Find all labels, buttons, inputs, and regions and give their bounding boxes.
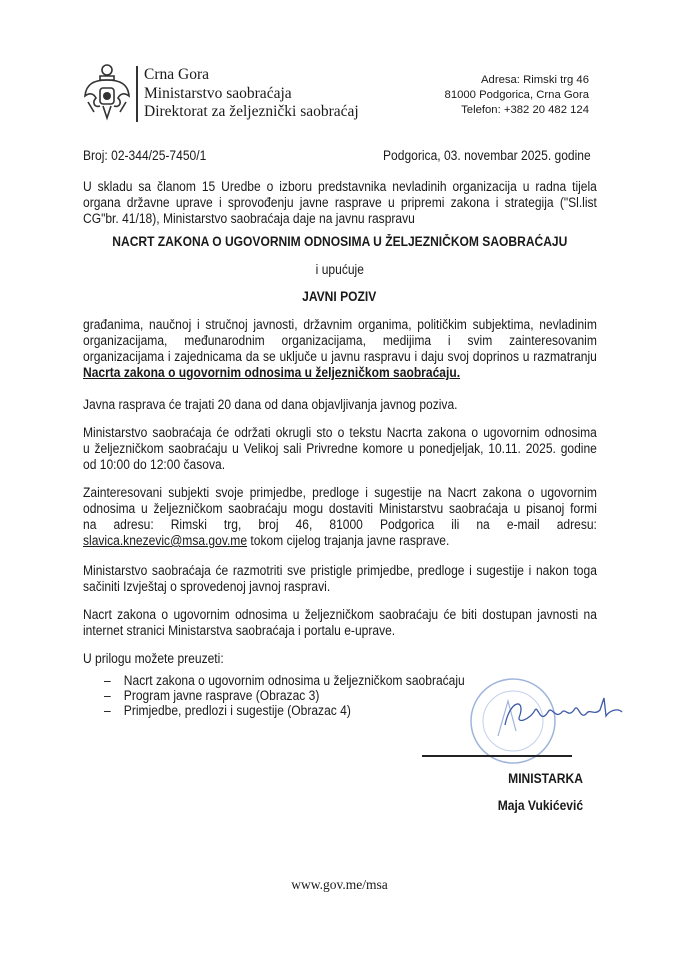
ministry-name: Ministarstvo saobraćaja: [144, 84, 292, 102]
text-line: organa državne uprave i sprovođenju javne rasprave u pripremi zakona i strategija ("Sl.list: [83, 195, 597, 210]
text-line: od 10:00 do 12:00 časova.: [83, 457, 226, 472]
report-paragraph: [83, 563, 654, 595]
attachment-item[interactable]: [104, 688, 319, 703]
text-line: internet stranici Ministarstva saobraćaja i portalu e-uprave.: [83, 623, 396, 638]
call-title-text: JAVNI POZIV: [302, 289, 377, 304]
bullet: –: [104, 673, 111, 688]
text-line: sačiniti Izvještaj o sprovedenoj javnoj raspravi.: [83, 579, 331, 594]
header-contact: [445, 73, 589, 118]
call-title: [0, 289, 679, 304]
header-divider: [136, 66, 138, 122]
call-body-paragraph: [83, 317, 654, 381]
handwritten-signature: [500, 690, 630, 740]
text-line: U skladu sa članom 15 Uredbe o izboru predstavnika nevladinih organizacija u radna tijela: [83, 179, 597, 194]
call-body-emphasis: Nacrta zakona o ugovornim odnosima u željezničkom saobraćaju.: [83, 365, 461, 380]
country-name: Crna Gora: [144, 66, 209, 83]
intro-paragraph: [83, 179, 654, 227]
title-text: NACRT ZAKONA O UGOVORNIM ODNOSIMA U ŽELJEZNIČKOM SAOBRAĆAJU: [111, 234, 568, 249]
document-number: Broj: 02-344/25-7450/1: [83, 148, 207, 163]
signatory-role: [456, 771, 636, 786]
directorate-name: Direktorat za željeznički saobraćaj: [144, 103, 359, 120]
text-line: Zainteresovani subjekti svoje primjedbe, predloge i sugestije na Nacrt zakona o ugovornim: [83, 485, 597, 500]
text-line: u željezničkom saobraćaju u Velikoj sali Privredne komore u ponedjeljak, 10.11. 2025. godine: [83, 441, 597, 456]
signature-underline: [422, 755, 572, 757]
text-line: odnosima u željezničkom saobraćaju mogu dostaviti Ministarstvu saobraćaja u pisanoj formi: [83, 501, 597, 516]
attachment-label: Nacrt zakona o ugovornim odnosima u željezničkom saobraćaju: [123, 673, 465, 688]
upucuje-text: [0, 262, 679, 277]
text-line: organizacijama, međunarodnim organizacijama, medijima i svim zainteresovanim: [83, 333, 597, 348]
roundtable-paragraph: [83, 425, 654, 473]
attachment-label: Program javne rasprave (Obrazac 3): [123, 688, 320, 703]
text-line: Javna rasprava će trajati 20 dana od dana objavljivanja javnog poziva.: [83, 397, 458, 412]
text-line: Nacrt zakona o ugovornim odnosima u željezničkom saobraćaju će biti dostupan javnosti na: [83, 607, 597, 622]
text-line: građanima, naučnoj i stručnoj javnosti, državnim organima, političkim subjektima, nevladinim: [83, 317, 597, 332]
attachment-label: Primjedbe, predlozi i sugestije (Obrazac 4): [123, 703, 351, 718]
upucuje-label: i upućuje: [315, 262, 364, 277]
role-text: MINISTARKA: [508, 771, 584, 786]
text-line: Ministarstvo saobraćaja će razmotriti sve pristigle primjedbe, predloge i sugestije i nakon toga: [83, 563, 597, 578]
attachment-item[interactable]: [104, 703, 351, 718]
document-title: [0, 234, 679, 249]
duration-paragraph: [83, 397, 654, 413]
phone: Telefon: +382 20 482 124: [461, 104, 589, 116]
bullet: –: [104, 703, 111, 718]
text-line: na adresu: Rimski trg, broj 46, 81000 Podgorica ili na e-mail adresu:: [83, 517, 597, 532]
name-text: Maja Vukićević: [497, 798, 583, 813]
availability-paragraph: [83, 607, 654, 639]
text-line: CG"br. 41/18), Ministarstvo saobraćaja daje na javnu raspravu: [83, 211, 415, 226]
text-line: Ministarstvo saobraćaja će održati okrugli sto o tekstu Nacrta zakona o ugovornim odnosima: [83, 425, 597, 440]
address-line-1: Adresa: Rimski trg 46: [481, 74, 589, 86]
submissions-paragraph: [83, 485, 654, 549]
address-line-2: 81000 Podgorica, Crna Gora: [444, 89, 589, 101]
attachments-intro: U prilogu možete preuzeti:: [83, 651, 224, 666]
place-date: Podgorica, 03. novembar 2025. godine: [383, 148, 591, 163]
coat-of-arms-logo: [82, 62, 132, 122]
submissions-tail: tokom cijelog trajanja javne rasprave.: [247, 533, 450, 548]
signatory-name: [440, 798, 640, 813]
text-line: organizacijama i zajednicama da se uključe u javnu raspravu i daju svoj doprinos u razmatranju: [83, 349, 597, 364]
header-institution: [144, 66, 359, 122]
email-link[interactable]: slavica.knezevic@msa.gov.me: [83, 533, 248, 548]
bullet: –: [104, 688, 111, 703]
footer-website[interactable]: www.gov.me/msa: [291, 877, 388, 892]
attachment-item[interactable]: [104, 673, 465, 688]
